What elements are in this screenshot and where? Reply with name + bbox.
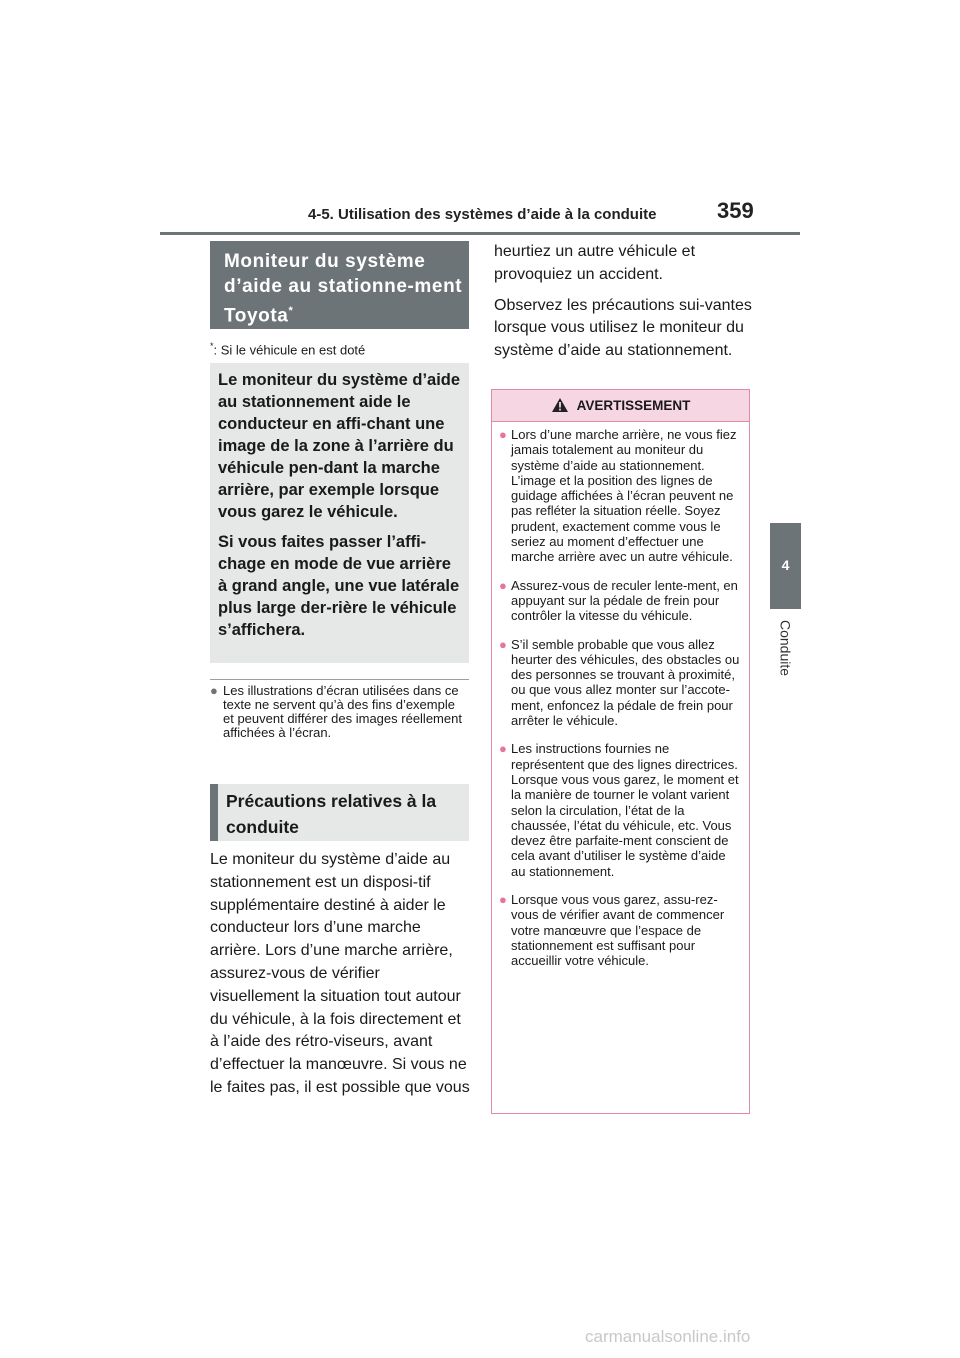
bullet-icon: ●: [499, 741, 507, 757]
section-heading-parking-monitor: [210, 241, 469, 329]
warning-item-text: Lors d’une marche arrière, ne vous fiez jamais totalement au moniteur du système d’aide au stationnement. L’image et la position des lignes de guidage affichées à l’écran peuvent ne pas refléter la situation réelle. Soyez prudent, exactement comme vous le seriez au moment d’effectuer une marche arrière avec un autre véhicule.: [511, 427, 737, 565]
warning-item: [499, 741, 743, 879]
section-heading-precautions: Précautions relatives à la conduite: [210, 784, 469, 841]
footnote: [210, 341, 365, 357]
note-bullet: [210, 684, 469, 740]
warning-item-text: S’il semble probable que vous allez heurter des véhicules, des obstacles ou des personnes se trouvant à proximité, ou que vous allez monter sur l’accote-ment, enfoncez la pédale de frein pour arrêter le véhicule.: [511, 636, 740, 729]
watermark: carmanualsonline.info: [585, 1327, 751, 1346]
body-text-right: [494, 241, 754, 371]
warning-list: [492, 422, 749, 969]
chapter-label-container: [770, 612, 801, 702]
running-header: 4-5. Utilisation des systèmes d’aide à la conduite: [308, 206, 657, 223]
bullet-icon: ●: [499, 892, 507, 908]
warning-item-text: Les instructions fournies ne représentent que des lignes directrices. Lorsque vous vous garez, le moment et la manière de tourner le volant varient selon la circulation, l’état de la chaussée, l’état du véhicule, etc. Vous devez être parfaite-ment conscient de cela avant d’utiliser le système d’aide au stationnement.: [511, 741, 739, 879]
warning-header: [492, 390, 749, 422]
warning-triangle-icon: [551, 397, 569, 413]
note-text: Les illustrations d’écran utilisées dans ce texte ne servent qu’à des fins d’exemple et peuvent différer des images réellement affichées à l’écran.: [223, 683, 462, 740]
section-heading-asterisk: *: [288, 305, 294, 317]
intro-paragraph-2: Si vous faites passer l’affi-chage en mode de vue arrière à grand angle, une vue latérale plus large der-rière le véhicule s’affichera.: [218, 533, 460, 639]
warning-title: AVERTISSEMENT: [576, 398, 691, 413]
warning-item: [499, 427, 743, 565]
chapter-label: Conduite: [777, 620, 794, 677]
bullet-icon: ●: [499, 577, 507, 593]
warning-item: [499, 637, 743, 729]
body-text-instructions: Observez les précautions sui-vantes lorsque vous utilisez le moniteur du système d’aide au stationnement.: [494, 296, 752, 360]
bullet-icon: ●: [210, 683, 218, 698]
warning-item: [499, 578, 743, 624]
body-text-continuation: heurtiez un autre véhicule et provoquiez un accident.: [494, 243, 696, 283]
body-text-left: Le moniteur du système d’aide au stationnement est un disposi-tif supplémentaire destiné à aider le conducteur lors d’une marche arrière. Lors d’une marche arrière, assurez-vous de vérifier visuellement la situation tout autour du véhicule, à la fois directement et à l’aide des rétro-viseurs, avant d’effectuer la manœuvre. Si vous ne le faites pas, il est possible que vous: [210, 851, 470, 1096]
warning-item-text: Assurez-vous de reculer lente-ment, en appuyant sur la pédale de frein pour contrôler la vitesse du véhicule.: [511, 577, 738, 624]
separator-rule: [210, 679, 469, 680]
section-heading-text: Moniteur du système d’aide au stationne-ment Toyota: [224, 251, 463, 327]
bullet-icon: ●: [499, 427, 507, 442]
bullet-icon: ●: [499, 636, 507, 652]
page-number: 359: [717, 198, 754, 223]
footnote-text: : Si le véhicule en est doté: [213, 342, 366, 358]
chapter-number: 4: [781, 557, 790, 573]
warning-item: [499, 892, 743, 968]
intro-summary-box: [210, 363, 469, 663]
warning-item-text: Lorsque vous vous garez, assu-rez-vous de vérifier avant de commencer votre manœuvre que l’espace de stationnement est suffisant pour accueillir votre véhicule.: [511, 892, 725, 969]
header-rule: [160, 232, 800, 235]
intro-paragraph-1: Le moniteur du système d’aide au stationnement aide le conducteur en affi-chant une image de la zone à l’arrière du véhicule pen-dant la marche arrière, par exemple lorsque vous garez le véhicule.: [218, 371, 461, 521]
warning-box: [491, 389, 750, 1114]
footnote-marker: *: [210, 341, 214, 351]
